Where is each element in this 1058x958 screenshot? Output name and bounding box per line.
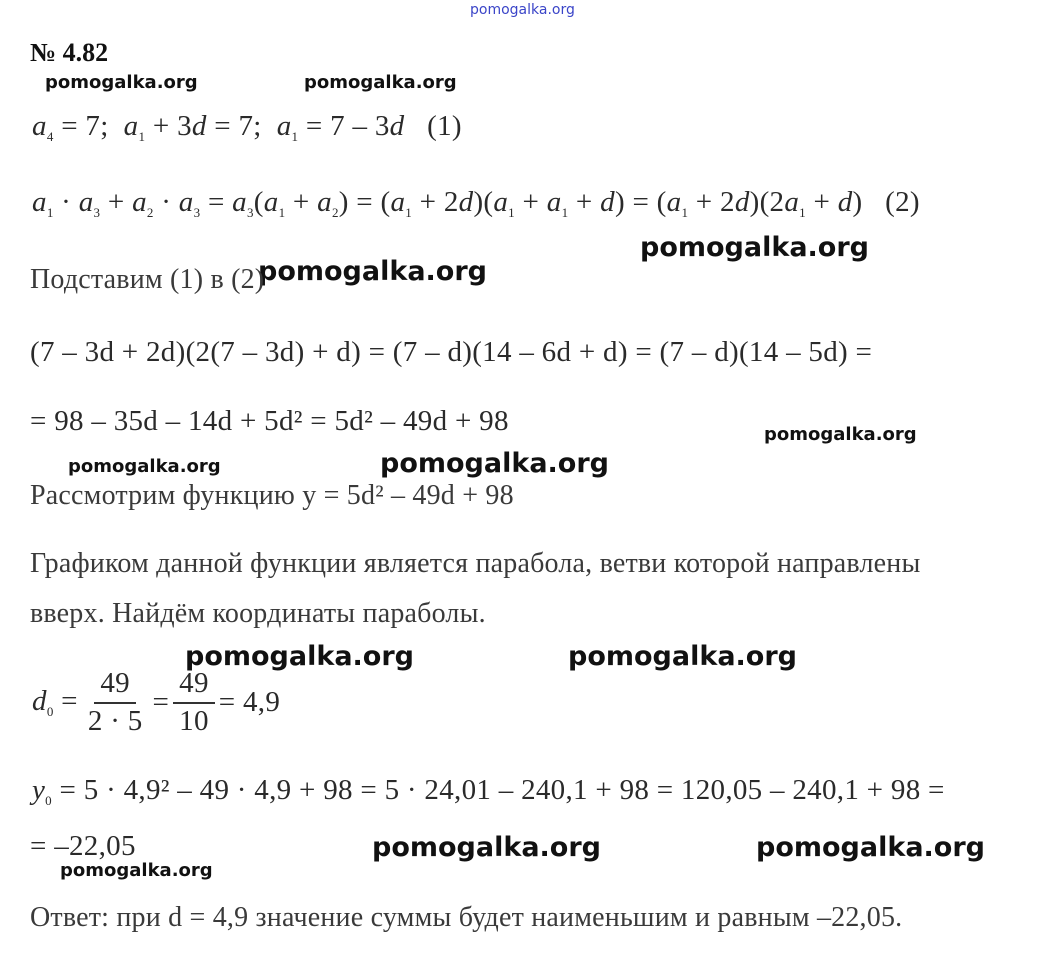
- substitute-text: Подставим (1) в (2): [30, 264, 265, 295]
- fraction-1: [82, 668, 149, 738]
- watermark: pomogalka.org: [258, 256, 487, 287]
- watermark: pomogalka.org: [45, 72, 198, 93]
- d0-result: = 4,9: [218, 686, 281, 719]
- fraction-1-denominator: 2 · 5: [87, 704, 143, 737]
- d0-equation: $d_0$ = $\frac{49}{2 \cdot 5}$ = $\frac{49}{10}$ = 4,9: [32, 667, 281, 737]
- eq2-tag: (2): [885, 186, 920, 218]
- equation-line-1: $a_4 = 7$; $a_1 + 3d = 7$; $a_1 = 7 - 3d$ (1): [32, 110, 462, 144]
- fraction-1-numerator: 49: [94, 668, 136, 704]
- y0-expression: = 5 · 4,9² – 49 · 4,9 + 98 = 5 · 24,01 – 240,1 + 98 = 120,05 – 240,1 + 98 =: [59, 774, 945, 806]
- equation-line-3: (7 – 3d + 2d)(2(7 – 3d) + d) = (7 – d)(14 – 6d + d) = (7 – d)(14 – 5d) =: [30, 336, 873, 368]
- eq1-part-b: + 3: [152, 110, 192, 142]
- watermark: pomogalka.org: [640, 232, 869, 263]
- fraction-2-numerator: 49: [173, 668, 215, 704]
- graph-description-line-1: Графиком данной функции является парабола, ветви которой направлены: [30, 548, 921, 579]
- answer-text: Ответ: при d = 4,9 значение суммы будет наименьшим и равным –22,05.: [30, 902, 903, 933]
- consider-function-text: Рассмотрим функцию y = 5d² – 49d + 98: [30, 480, 514, 511]
- site-header[interactable]: pomogalka.org: [470, 2, 575, 18]
- watermark: pomogalka.org: [372, 832, 601, 863]
- y0-equation: $y_0 = 5 \cdot 4,9^2 - 49 \cdot 4,9 + 98 = 5 \cdot 24,01 - 240,1 + 98 = 120,05 - 240,1 + 98$ =: [32, 774, 945, 808]
- fraction-2: [173, 668, 215, 738]
- fraction-2-denominator: 10: [179, 704, 209, 737]
- y0-result: = –22,05: [30, 830, 136, 862]
- watermark: pomogalka.org: [764, 424, 917, 445]
- watermark: pomogalka.org: [756, 832, 985, 863]
- watermark: pomogalka.org: [68, 456, 221, 477]
- watermark: pomogalka.org: [304, 72, 457, 93]
- equation-line-4: = 98 – 35d – 14d + 5d² = 5d² – 49d + 98: [30, 405, 509, 437]
- graph-description-line-2: вверх. Найдём координаты параболы.: [30, 598, 486, 629]
- eq1-part-a: = 7;: [61, 110, 109, 142]
- watermark: pomogalka.org: [60, 860, 213, 881]
- equation-line-2: $a_1 \cdot a_3 + a_2 \cdot a_3 = a_3(a_1 + a_2) = (a_1 + 2d)(a_1 + a_1 + d) = (a_1 + 2d)(2a_1 + d)$ (2): [32, 186, 920, 220]
- watermark: pomogalka.org: [380, 448, 609, 479]
- watermark: pomogalka.org: [185, 641, 414, 672]
- eq1-tag: (1): [427, 110, 462, 142]
- watermark: pomogalka.org: [568, 641, 797, 672]
- problem-number: № 4.82: [30, 38, 109, 67]
- eq1-part-c: = 7;: [214, 110, 262, 142]
- eq1-part-d: = 7 – 3: [305, 110, 390, 142]
